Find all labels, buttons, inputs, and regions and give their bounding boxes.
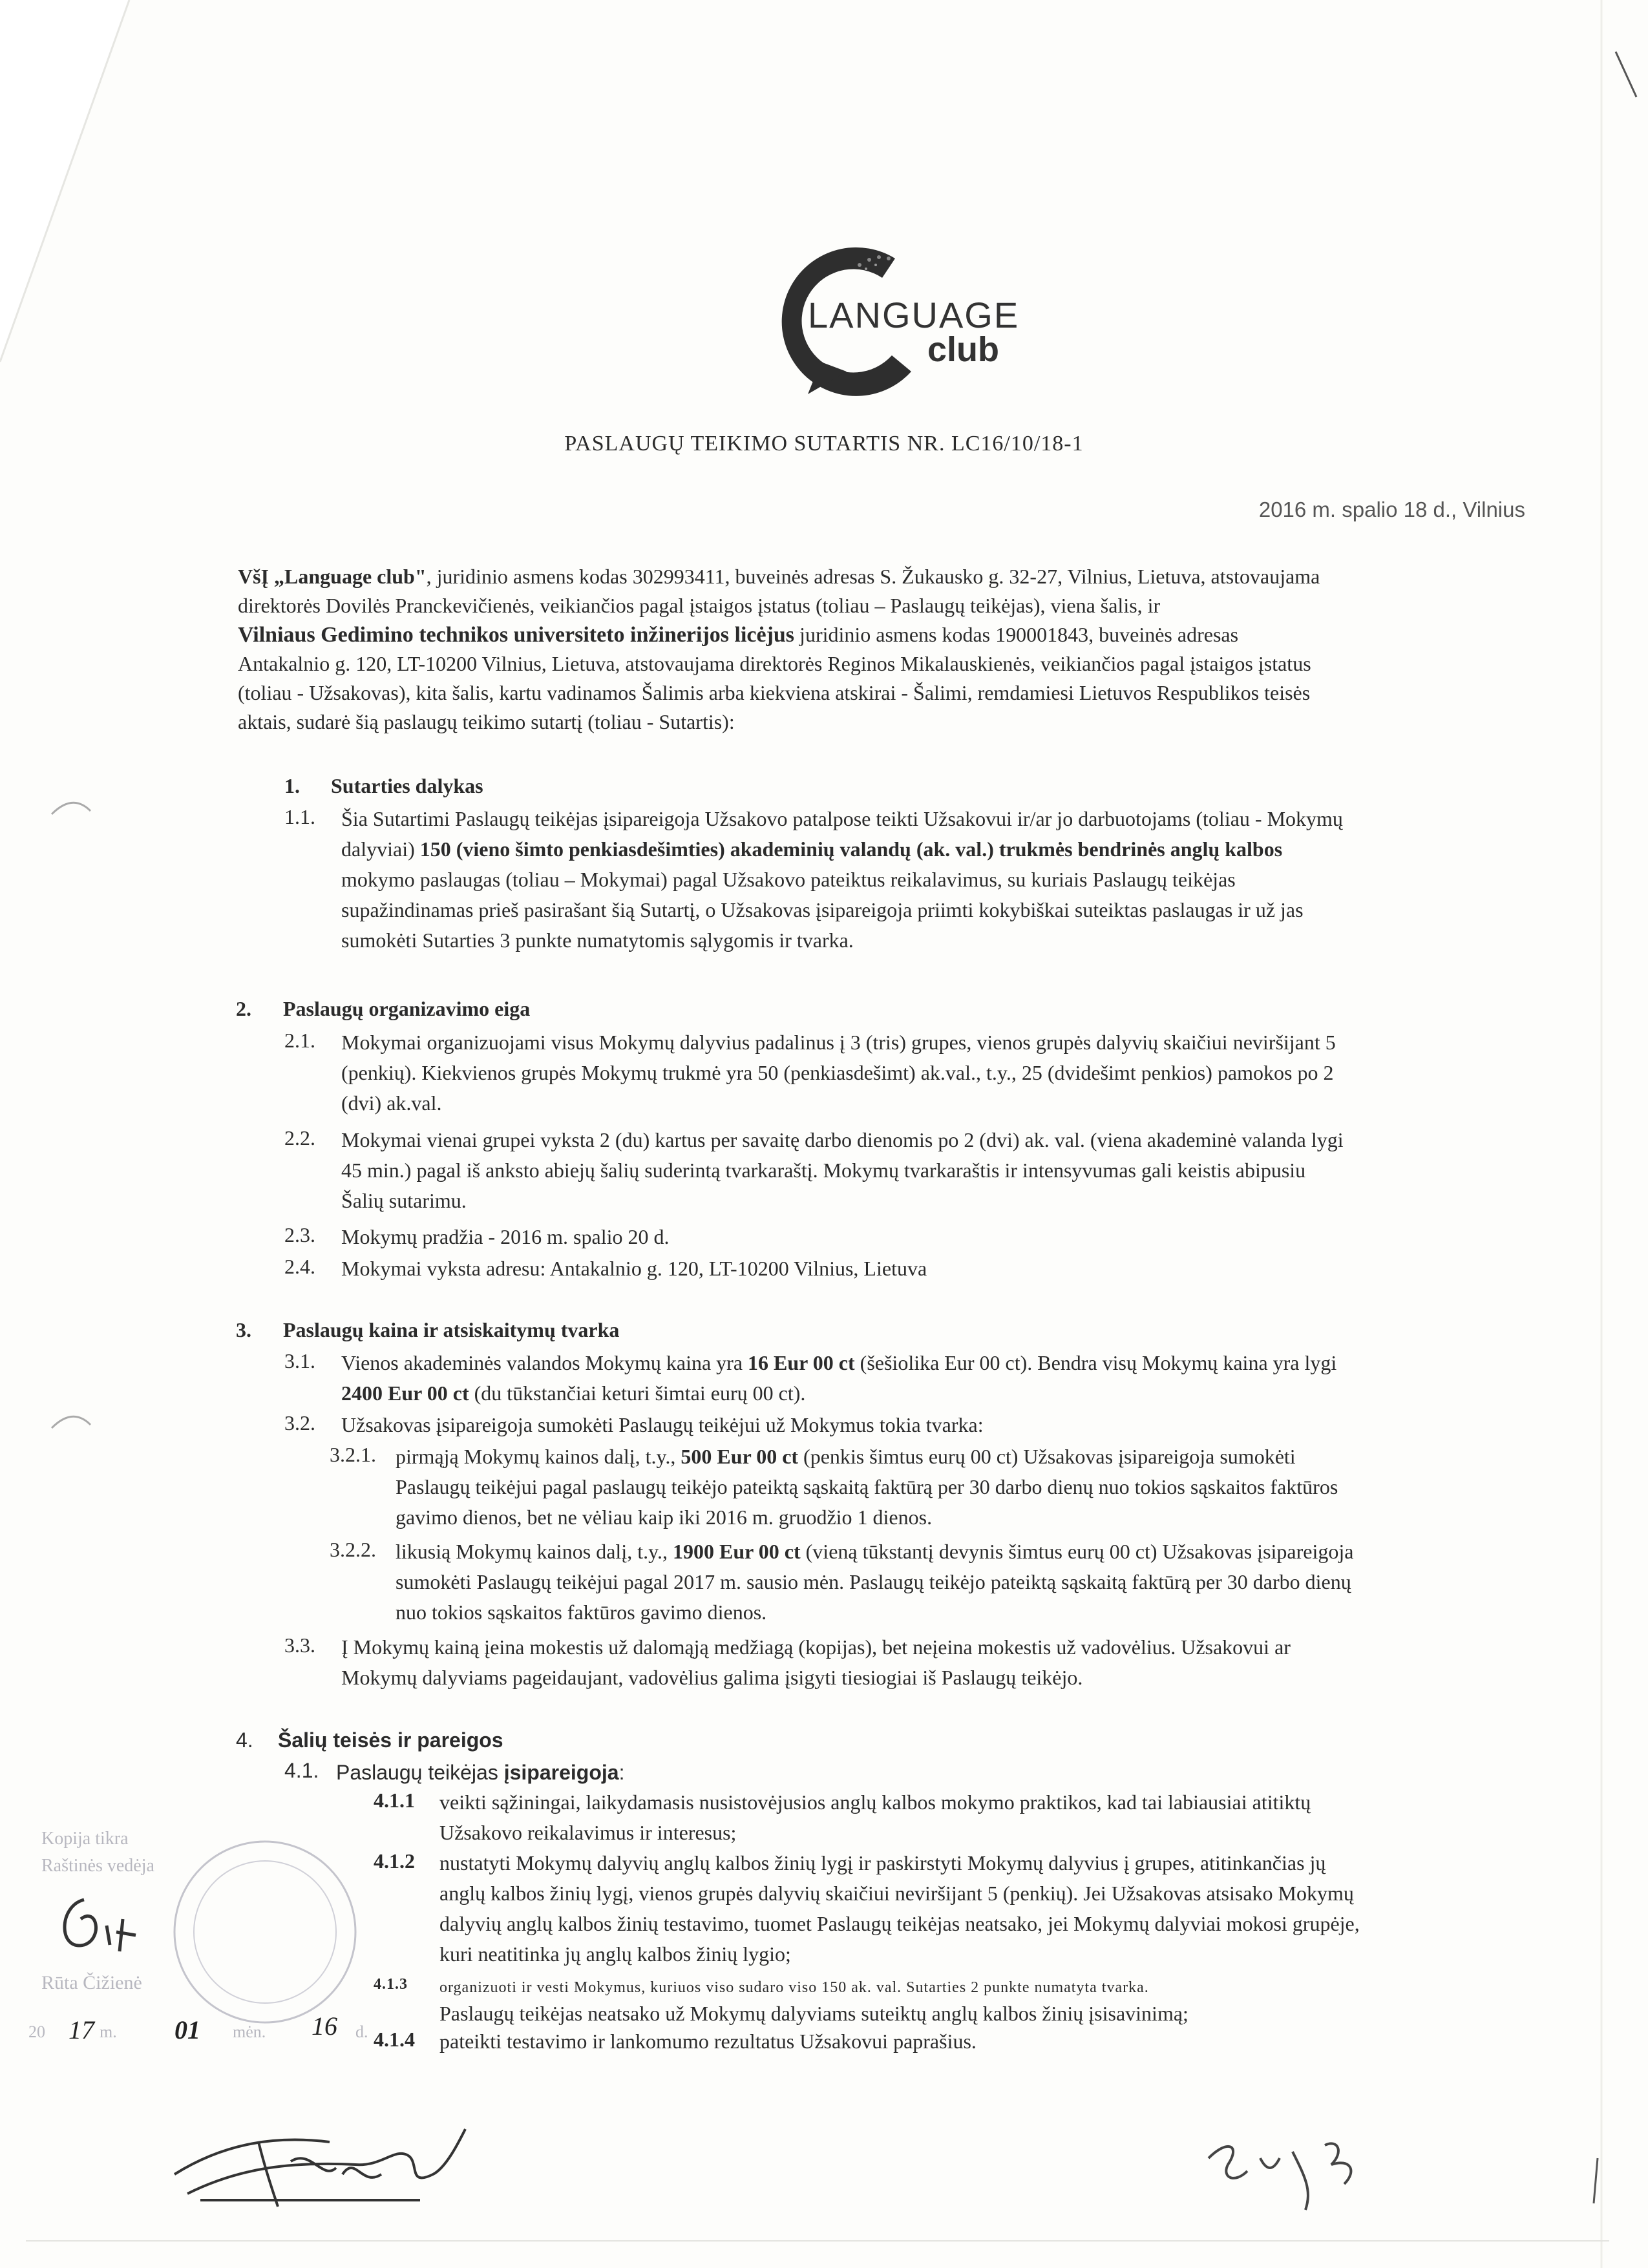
clause-4-1-2-line-b: anglų kalbos žinių lygį, vienos grupės dalyvių skaičiui neviršijant 5 (penkių). Jei Užsakovas atsisako Mokymų xyxy=(439,1882,1354,1905)
stamp-m: m. xyxy=(100,2022,117,2041)
logo-line1: LANGUAGE xyxy=(808,295,1020,335)
clause-3-2-1-text-a3: (penkis šimtus eurų 00 ct) Užsakovas įsipareigoja sumokėti xyxy=(798,1445,1296,1468)
clause-3-2-2-text xyxy=(396,1537,1525,1628)
section-3-number: 3. xyxy=(236,1318,251,1341)
document-title: PASLAUGŲ TEIKIMO SUTARTIS NR. LC16/10/18-1 xyxy=(564,432,1084,456)
clause-4-1-2-line-a: nustatyti Mokymų dalyvių anglų kalbos žinių lygį ir paskirstyti Mokymų dalyvius į grupes, atitinkančias jų xyxy=(439,1851,1326,1874)
clause-1-1-text xyxy=(341,804,1525,956)
margin-mark-icon xyxy=(45,795,97,821)
clause-4-1-3-line-a: organizuoti ir vesti Mokymus, kuriuos viso sudaro viso 150 ak. val. Sutarties 2 punkte numatyta tvarka. xyxy=(439,1979,1149,1996)
clause-2-2-line-c: Šalių sutarimu. xyxy=(341,1189,467,1212)
copy-certification-stamp xyxy=(19,1829,381,2068)
section-1-number: 1. xyxy=(284,774,300,797)
stamp-day: 16 xyxy=(312,2011,337,2041)
clause-3-2-1-line-c: gavimo dienos, bet ne vėliau kaip iki 2016 m. gruodžio 1 dienos. xyxy=(396,1506,933,1529)
clause-3-3-line-b: Mokymų dalyviams pageidaujant, vadovėlius galima įsigyti tiesiogiai iš Paslaugų teikėjo. xyxy=(341,1666,1083,1689)
clause-1-1-line-a: Šia Sutartimi Paslaugų teikėjas įsipareigoja Užsakovo patalpose teikti Užsakovui ir/ar jo darbuotojams (toliau - Mokymų xyxy=(341,807,1343,830)
clause-4-1-3-line-b: Paslaugų teikėjas neatsako už Mokymų dalyviams suteiktų anglų kalbos žinių įsisavinimą; xyxy=(439,2002,1188,2025)
clause-3-2-2-text-a3: (vieną tūkstantį devynis šimtus eurų 00 ct) Užsakovas įsipareigoja xyxy=(800,1540,1354,1563)
stamp-year: 17 xyxy=(69,2015,94,2044)
clause-3-2-2-line-b: sumokėti Paslaugų teikėjui pagal 2017 m. sausio mėn. Paslaugų teikėjo pateiktą sąskaitą faktūrą per 30 darbo dienų xyxy=(396,1570,1351,1593)
logo-wordmark xyxy=(808,294,1019,370)
clause-3-3-line-a: Į Mokymų kainą įeina mokestis už dalomąją medžiagą (kopijas), bet neįeina mokestis už vadovėlius. Užsakovui ar xyxy=(341,1635,1291,1659)
clause-2-1-line-c: (dvi) ak.val. xyxy=(341,1091,442,1115)
clause-1-1-line-b1: dalyviai) xyxy=(341,837,420,861)
party2-name: Vilniaus Gedimino technikos universiteto inžinerijos licėjus xyxy=(238,623,795,647)
stamp-men: mėn. xyxy=(233,2022,266,2041)
clause-3-2-1-text xyxy=(396,1442,1525,1533)
clause-4-1-2-text xyxy=(439,1848,1525,1969)
clause-4-1-1-line-b: Užsakovo reikalavimus ir interesus; xyxy=(439,1821,737,1844)
clause-4-1-2-line-d: kuri neatitinka jų anglų kalbos žinių lygio; xyxy=(439,1942,791,1966)
stamp-year-prefix: 20 xyxy=(28,2022,45,2041)
clause-4-1-text-a: Paslaugų teikėjas xyxy=(336,1761,504,1784)
clause-4-1-2-number: 4.1.2 xyxy=(374,1849,415,1873)
party2-text-a: juridinio asmens kodas 190001843, buveinės adresas xyxy=(794,623,1239,646)
margin-mark-icon xyxy=(45,1409,97,1434)
stamp-month: 01 xyxy=(174,2015,200,2044)
section-3-heading: Paslaugų kaina ir atsiskaitymų tvarka xyxy=(283,1318,620,1341)
clause-3-1-number: 3.1. xyxy=(284,1349,315,1372)
section-1-heading: Sutarties dalykas xyxy=(331,774,483,797)
document-date: 2016 m. spalio 18 d., Vilnius xyxy=(1258,498,1525,521)
clause-3-1-text-a3: (šešiolika Eur 00 ct). Bendra visų Mokymų kaina yra lygi xyxy=(854,1351,1337,1374)
intro-paragraph xyxy=(238,562,1525,737)
provider-signature-icon xyxy=(162,2103,472,2226)
clause-3-2-1-text-a1: pirmąją Mokymų kainos dalį, t.y., xyxy=(396,1445,681,1468)
party1-text-b: direktorės Dovilės Pranckevičienės, veikiančios pagal įstaigos įstatus (toliau – Paslaugų teikėjas), viena šalis, ir xyxy=(238,594,1161,617)
clause-3-2-1-number: 3.2.1. xyxy=(330,1443,376,1466)
clause-3-2-number: 3.2. xyxy=(284,1411,315,1434)
clause-1-1-bold-hours: 150 (vieno šimto penkiasdešimties) akademinių valandų (ak. val.) trukmės bendrinės anglų kalbos xyxy=(419,837,1283,861)
clause-3-2-2-line-c: nuo tokios sąskaitos faktūros gavimo dienos. xyxy=(396,1601,767,1624)
section-4-heading: Šalių teisės ir pareigos xyxy=(278,1728,503,1752)
clause-4-1-4-text: pateikti testavimo ir lankomumo rezultatus Užsakovui paprašius. xyxy=(439,2030,977,2053)
section-2-number: 2. xyxy=(236,997,251,1020)
party1-name: VšĮ „Language club" xyxy=(238,565,427,588)
section-4-number: 4. xyxy=(236,1728,253,1752)
clause-2-1-text xyxy=(341,1027,1525,1118)
clause-3-1-text-a1: Vienos akademinės valandos Mokymų kaina yra xyxy=(341,1351,748,1374)
clause-2-3-text: Mokymų pradžia - 2016 m. spalio 20 d. xyxy=(341,1225,670,1248)
clause-4-1-3-text xyxy=(439,1972,1525,2026)
clause-3-1-total-price: 2400 Eur 00 ct xyxy=(341,1381,469,1405)
clause-2-1-line-a: Mokymai organizuojami visus Mokymų dalyvius padalinus į 3 (tris) grupes, vienos grupės dalyvių skaičiui neviršijant 5 xyxy=(341,1031,1336,1054)
client-signature-icon xyxy=(1196,2113,1402,2216)
clause-2-2-line-a: Mokymai vienai grupei vyksta 2 (du) kartus per savaitę darbo dienomis po 2 (dvi) ak. val. (viena akademinė valanda lygi xyxy=(341,1128,1344,1151)
stamp-signature-icon xyxy=(45,1880,174,1971)
clause-2-1-number: 2.1. xyxy=(284,1029,315,1052)
clause-4-1-obliges: įsipareigoja xyxy=(503,1761,619,1784)
clause-3-2-text: Užsakovas įsipareigoja sumokėti Paslaugų teikėjui už Mokymus tokia tvarka: xyxy=(341,1413,984,1436)
clause-2-2-number: 2.2. xyxy=(284,1126,315,1150)
clause-4-1-number: 4.1. xyxy=(284,1759,319,1782)
clause-4-1-4-number: 4.1.4 xyxy=(374,2028,415,2051)
clause-3-2-2-text-a1: likusią Mokymų kainos dalį, t.y., xyxy=(396,1540,673,1563)
clause-4-1-1-line-a: veikti sąžiningai, laikydamasis nusistovėjusios anglų kalbos mokymo praktikos, kad tai labiausiai atitiktų xyxy=(439,1790,1311,1814)
clause-3-2-1-amount: 500 Eur 00 ct xyxy=(681,1445,799,1468)
stamp-circle-icon xyxy=(168,1829,381,2042)
clause-2-3-number: 2.3. xyxy=(284,1223,315,1246)
clause-3-1-text xyxy=(341,1348,1525,1409)
clause-4-1-2-line-c: dalyvių anglų kalbos žinių testavimo, tuomet Paslaugų teikėjas neatsako, jei Mokymų dalyviai mokosi grupėje, xyxy=(439,1912,1360,1935)
clause-3-2-1-line-b: Paslaugų teikėjui pagal paslaugų teikėjo pateiktą sąskaitą faktūrą per 30 darbo dienų nuo tokios sąskaitos faktūros xyxy=(396,1475,1338,1498)
party2-text-c: (toliau - Užsakovas), kita šalis, kartu vadinamos Šalimis arba kiekviena atskirai - Šalimi, remdamiesi Lietuvos Respublikos teisės xyxy=(238,681,1311,704)
clause-3-1-hour-price: 16 Eur 00 ct xyxy=(748,1351,855,1374)
section-2-heading: Paslaugų organizavimo eiga xyxy=(283,997,531,1020)
clause-1-1-line-d: supažindinamas prieš pasirašant šią Sutartį, o Užsakovas įsipareigoja priimti kokybiškai suteiktas paslaugas ir už jas xyxy=(341,898,1304,921)
clause-2-2-line-b: 45 min.) pagal iš anksto abiejų šalių suderintą tvarkaraštį. Mokymų tvarkaraštis ir intensyvumas gali keistis abipusiu xyxy=(341,1159,1306,1182)
clause-2-4-text: Mokymai vyksta adresu: Antakalnio g. 120, LT-10200 Vilnius, Lietuva xyxy=(341,1257,927,1280)
clause-3-1-text-b2: (du tūkstančiai keturi šimtai eurų 00 ct). xyxy=(469,1381,806,1405)
party1-text-a: , juridinio asmens kodas 302993411, buveinės adresas S. Žukausko g. 32-27, Vilnius, Lietuva, atstovaujama xyxy=(426,565,1320,588)
stamp-line2: Raštinės vedėja xyxy=(41,1856,154,1876)
party2-text-b: Antakalnio g. 120, LT-10200 Vilnius, Lietuva, atstovaujama direktorės Reginos Mikalauskienės, veikiančios pagal įstaigos įstatus xyxy=(238,652,1311,675)
stamp-d: d. xyxy=(355,2022,368,2041)
clause-4-1-text xyxy=(336,1758,624,1788)
clause-3-2-2-number: 3.2.2. xyxy=(330,1538,376,1561)
logo-line2: club xyxy=(927,330,1000,369)
party2-text-d: aktais, sudarė šią paslaugų teikimo sutartį (toliau - Sutartis): xyxy=(238,710,735,733)
clause-2-1-line-b: (penkių). Kiekvienos grupės Mokymų trukmė yra 50 (penkiasdešimt) ak.val., t.y., 25 (dvidešimt penkios) pamokos po 2 xyxy=(341,1061,1334,1084)
stamp-line3: Rūta Čižienė xyxy=(41,1972,142,1993)
clause-3-3-number: 3.3. xyxy=(284,1633,315,1657)
clause-4-1-1-number: 4.1.1 xyxy=(374,1789,415,1812)
clause-1-1-line-e: sumokėti Sutarties 3 punkte numatytomis sąlygomis ir tvarka. xyxy=(341,929,854,952)
clause-1-1-line-c: mokymo paslaugas (toliau – Mokymai) pagal Užsakovo pateiktus reikalavimus, su kuriais Paslaugų teikėjas xyxy=(341,868,1236,891)
clause-2-2-text xyxy=(341,1125,1525,1216)
clause-3-3-text xyxy=(341,1632,1525,1693)
clause-1-1-number: 1.1. xyxy=(284,805,315,828)
clause-4-1-1-text xyxy=(439,1787,1525,1848)
stamp-line1: Kopija tikra xyxy=(41,1829,129,1849)
clause-3-2-2-amount: 1900 Eur 00 ct xyxy=(673,1540,801,1563)
clause-4-1-colon: : xyxy=(618,1761,625,1784)
clause-4-1-3-number: 4.1.3 xyxy=(374,1976,408,1993)
clause-2-4-number: 2.4. xyxy=(284,1255,315,1278)
